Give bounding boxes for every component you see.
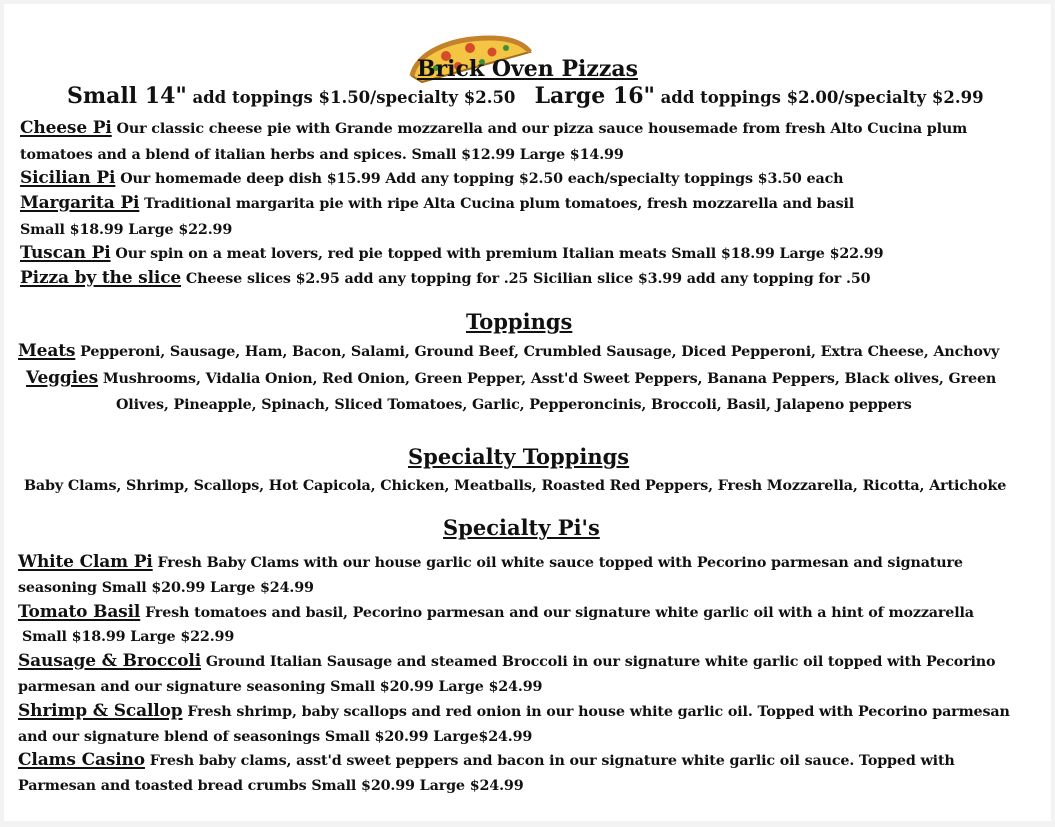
specialty-pis-heading: Specialty Pi's <box>443 515 600 540</box>
specialty-item-white-clam <box>18 552 963 572</box>
specialty-name: Tomato Basil <box>18 602 141 622</box>
pizza-item-sicilian <box>20 168 843 188</box>
pizza-desc: Cheese slices $2.95 add any topping for .25 Sicilian slice $3.99 add any topping for .50 <box>185 271 871 287</box>
specialty-item-sausage-broccoli <box>18 651 995 671</box>
pizza-name: Pizza by the slice <box>20 268 182 288</box>
large-size-prices: add toppings $2.00/specialty $2.99 <box>660 88 984 107</box>
specialty-desc: Fresh tomatoes and basil, Pecorino parmesan and our signature white garlic oil with a hint of mozzarella <box>145 605 974 621</box>
specialty-desc-cont: seasoning Small $20.99 Large $24.99 <box>18 580 314 596</box>
pizza-desc-cont: tomatoes and a blend of italian herbs and spices. Small $12.99 Large $14.99 <box>20 147 624 163</box>
pizza-desc: Our classic cheese pie with Grande mozzarella and our pizza sauce housemade from fresh Alto Cucina plum <box>116 121 968 137</box>
large-size-label: Large 16" <box>534 83 656 109</box>
meats-list: Pepperoni, Sausage, Ham, Bacon, Salami, Ground Beef, Crumbled Sausage, Diced Pepperoni, Extra Cheese, Anchovy <box>80 344 1000 360</box>
specialty-desc: Fresh baby clams, asst'd sweet peppers and bacon in our signature white garlic oil sauce. Topped with <box>149 753 955 769</box>
specialty-desc-cont: parmesan and our signature seasoning Small $20.99 Large $24.99 <box>18 679 543 695</box>
pizza-item-slice <box>20 268 870 288</box>
pizza-item-tuscan <box>20 243 883 263</box>
menu-page <box>4 4 1051 821</box>
pizza-item-margarita <box>20 193 854 213</box>
specialty-desc-cont: Small $18.99 Large $22.99 <box>22 629 235 645</box>
pizza-desc: Our spin on a meat lovers, red pie topped with premium Italian meats Small $18.99 Large $22.99 <box>115 246 884 262</box>
specialty-item-clams-casino <box>18 750 955 770</box>
veggies-label: Veggies <box>26 368 99 388</box>
pizza-name: Cheese Pi <box>20 118 112 138</box>
specialty-name: White Clam Pi <box>18 552 153 572</box>
specialty-name: Shrimp & Scallop <box>18 701 183 721</box>
pizza-desc-cont: Small $18.99 Large $22.99 <box>20 222 233 238</box>
small-size-prices: add toppings $1.50/specialty $2.50 <box>192 88 516 107</box>
toppings-heading: Toppings <box>466 309 573 334</box>
specialty-desc: Fresh Baby Clams with our house garlic oil white sauce topped with Pecorino parmesan and signature <box>157 555 963 571</box>
menu-title: Brick Oven Pizzas <box>417 56 638 82</box>
toppings-veggies <box>26 368 996 388</box>
specialty-name: Sausage & Broccoli <box>18 651 202 671</box>
specialty-desc-cont: and our signature blend of seasonings Small $20.99 Large$24.99 <box>18 729 533 745</box>
pizza-name: Margarita Pi <box>20 193 140 213</box>
pizza-desc: Our homemade deep dish $15.99 Add any topping $2.50 each/specialty toppings $3.50 each <box>120 171 844 187</box>
pizza-item-cheese <box>20 118 967 138</box>
toppings-meats <box>18 341 999 361</box>
specialty-item-shrimp-scallop <box>18 701 1010 721</box>
meats-label: Meats <box>18 341 76 361</box>
pizza-name: Sicilian Pi <box>20 168 116 188</box>
specialty-desc: Ground Italian Sausage and steamed Broccoli in our signature white garlic oil topped with Pecorino <box>205 654 996 670</box>
specialty-toppings-heading: Specialty Toppings <box>408 444 630 469</box>
specialty-name: Clams Casino <box>18 750 145 770</box>
pizza-name: Tuscan Pi <box>20 243 111 263</box>
specialty-desc-cont: Parmesan and toasted bread crumbs Small $20.99 Large $24.99 <box>18 778 524 794</box>
pizza-desc: Traditional margarita pie with ripe Alta Cucina plum tomatoes, fresh mozzarella and basil <box>144 196 855 212</box>
veggies-list-cont: Olives, Pineapple, Spinach, Sliced Tomatoes, Garlic, Pepperoncinis, Broccoli, Basil, Jalapeno peppers <box>116 397 912 413</box>
specialty-desc: Fresh shrimp, baby scallops and red onion in our house white garlic oil. Topped with Pecorino parmesan <box>187 704 1010 720</box>
specialty-toppings-list: Baby Clams, Shrimp, Scallops, Hot Capicola, Chicken, Meatballs, Roasted Red Peppers, Fresh Mozzarella, Ricotta, Artichoke <box>24 478 1007 494</box>
small-size-label: Small 14" <box>67 83 187 109</box>
veggies-list: Mushrooms, Vidalia Onion, Red Onion, Green Pepper, Asst'd Sweet Peppers, Banana Peppers, Black olives, Green <box>102 371 997 387</box>
specialty-item-tomato-basil <box>18 602 974 622</box>
sizes-line <box>67 83 984 109</box>
